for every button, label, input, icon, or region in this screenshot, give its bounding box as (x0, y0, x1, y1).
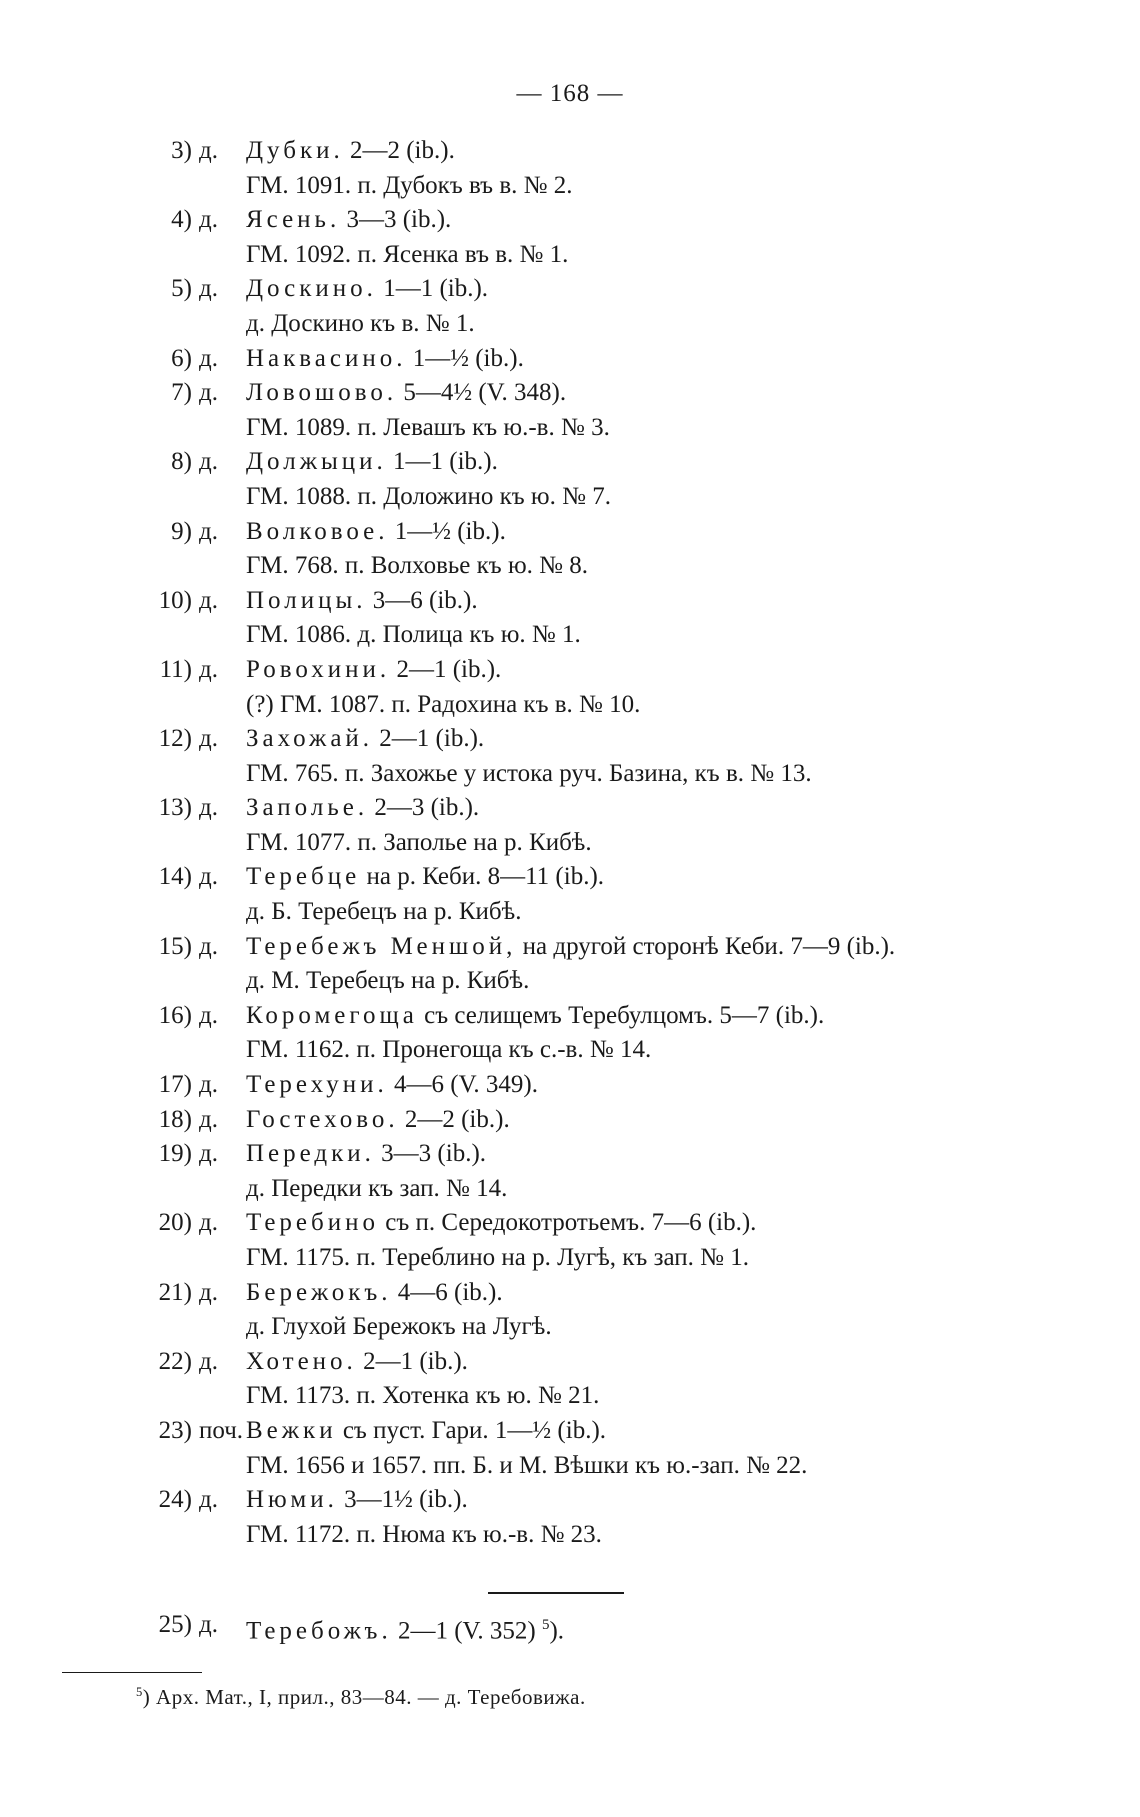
entry-name: Полицы. (246, 586, 367, 614)
entry-rest: 2—1 (ib.). (373, 725, 485, 753)
entry-line (0, 1345, 1140, 1380)
entry-line (0, 515, 1140, 550)
entry-line (0, 930, 1140, 965)
entry-rest: 1—1 (ib.). (376, 275, 489, 303)
entry-name: Вежки (246, 1416, 337, 1444)
entry-number: 22) (158, 1347, 192, 1375)
entry-number: 4) (171, 206, 192, 234)
entry-kind: поч. (199, 1416, 244, 1444)
entry-text (246, 1137, 486, 1172)
entry-line (0, 791, 1140, 826)
entry-kind: д. (199, 1209, 218, 1237)
entry-line (0, 1068, 1140, 1103)
entry-rest: 1—1 (ib.). (386, 448, 498, 476)
entry-number: 12) (158, 725, 192, 753)
entry-reference: ГМ. 1077. п. Заполье на р. Кибѣ. (246, 828, 592, 856)
entry-text (246, 722, 484, 757)
entry-name: Заполье. (246, 794, 369, 822)
entry-line (0, 134, 1140, 169)
entry-number: 3) (171, 137, 192, 164)
entry-name: Наквасино. (246, 344, 407, 372)
entry-reference: ГМ. 765. п. Захожье у истока руч. Базина, къ в. № 13. (246, 759, 812, 787)
entry-kind: д. (199, 725, 218, 753)
entry-kind: д. (199, 275, 218, 303)
entry-text (246, 1103, 510, 1138)
entry-subline (0, 757, 1140, 792)
entry-subline (0, 1241, 1140, 1276)
entry-kind: д. (199, 1140, 218, 1168)
entry-line (0, 860, 1140, 895)
entry-reference: д. Б. Теребецъ на р. Кибѣ. (246, 898, 522, 926)
footnote-ref: 5 (541, 1617, 550, 1633)
entry-line (0, 272, 1140, 307)
entry-rest: 4—6 (V. 349). (387, 1071, 538, 1099)
entry-reference: ГМ. 1088. п. Доложино къ ю. № 7. (246, 482, 611, 510)
entry-text (246, 376, 566, 411)
entry-number: 21) (158, 1278, 192, 1306)
entry-rest: 5—4½ (V. 348). (397, 379, 567, 407)
entry-line (0, 1276, 1140, 1311)
entry-subline (0, 238, 1140, 273)
entry-line (0, 999, 1140, 1034)
entry-rest: съ пуст. Гари. 1—½ (ib.). (336, 1416, 607, 1444)
entry-number: 6) (171, 344, 192, 372)
entry-number: 17) (158, 1071, 192, 1099)
entry-text (246, 445, 498, 480)
entry-rest: 3—3 (ib.). (340, 206, 452, 234)
entry-reference: д. Доскино къ в. № 1. (246, 309, 475, 337)
entry-rest: 2—3 (ib.). (368, 794, 480, 822)
entry-subline (0, 411, 1140, 446)
entry-line (0, 584, 1140, 619)
entry-text (246, 860, 604, 895)
entry-rest: 2—1 (ib.). (390, 655, 502, 683)
entry-subline (0, 1518, 1140, 1553)
entry-number: 24) (158, 1486, 192, 1514)
entry-number: 23) (158, 1416, 192, 1444)
entry-name: Хотено. (246, 1347, 357, 1375)
entry-subline (0, 1310, 1140, 1345)
entry-name: Дубки. (246, 137, 344, 164)
entry-line (0, 203, 1140, 238)
footnote (136, 1685, 586, 1710)
entry-subline (0, 307, 1140, 342)
entry-subline (0, 1449, 1140, 1484)
entry-number: 18) (158, 1105, 192, 1133)
entry-rest: 1—½ (ib.). (388, 517, 506, 545)
entry-name: Гостехово. (246, 1105, 399, 1133)
entry-text (246, 272, 488, 307)
entry-name: Доскино. (246, 275, 377, 303)
entry-kind: д. (199, 1105, 218, 1133)
entry-rest: съ селищемъ Теребулцомъ. 5—7 (ib.). (417, 1001, 825, 1029)
entry-kind: д. (199, 1486, 218, 1514)
entry-line (0, 342, 1140, 377)
entry-name: Теребожъ. (246, 1617, 392, 1645)
entry-reference: ГМ. 1091. п. Дубокъ въ в. № 2. (246, 171, 573, 199)
entry-number: 16) (158, 1001, 192, 1029)
entry-rest: 3—3 (ib.). (374, 1140, 487, 1168)
entry-kind: д. (199, 655, 218, 683)
entry-text (246, 930, 895, 965)
entry-name: Терехуни. (246, 1071, 388, 1099)
entry-text (246, 1206, 756, 1241)
entry-text (246, 515, 506, 550)
entry-kind: д. (199, 344, 218, 372)
entry-subline (0, 1033, 1140, 1068)
entry-number: 10) (158, 586, 192, 614)
entry-text (246, 203, 451, 238)
entry-rest: 2—2 (ib.). (398, 1105, 510, 1133)
entry-name: Ровохини. (246, 655, 391, 683)
entry-number: 25) (158, 1611, 192, 1638)
entry-kind: д. (199, 448, 218, 476)
entry-line (0, 722, 1140, 757)
entry-subline (0, 169, 1140, 204)
entry-rest: 2—1 (V. 352) (391, 1617, 536, 1645)
entry-reference: (?) ГМ. 1087. п. Радохина къ в. № 10. (246, 690, 641, 718)
entry-rest: съ п. Середокотротьемъ. 7—6 (ib.). (379, 1209, 757, 1237)
entry-kind: д. (199, 794, 218, 822)
entry-subline (0, 895, 1140, 930)
entry-name: Теребце (246, 863, 361, 891)
entry-reference: ГМ. 1175. п. Тереблино на р. Лугѣ, къ зап. № 1. (246, 1244, 749, 1271)
entry-name: Ясень. (246, 206, 341, 234)
entry-text (246, 1414, 606, 1449)
entry-rest: 4—6 (ib.). (391, 1278, 503, 1306)
entry-subline (0, 618, 1140, 653)
entry-kind: д. (199, 932, 218, 960)
entry-rest: 3—6 (ib.). (366, 586, 478, 614)
entry-kind: д. (199, 1278, 218, 1306)
entry-subline (0, 688, 1140, 723)
entry-text (246, 342, 524, 377)
entry-reference: д. М. Теребецъ на р. Кибѣ. (246, 967, 530, 995)
entry-kind: д. (199, 137, 218, 164)
entry-name: Захожай. (246, 725, 374, 753)
entry-name: Ловошово. (246, 379, 398, 407)
entry-subline (0, 964, 1140, 999)
entry-text (246, 584, 478, 619)
entry-name: Передки. (246, 1140, 375, 1168)
entry-subline (0, 480, 1140, 515)
entry-text (246, 1276, 503, 1311)
entry-line (0, 653, 1140, 688)
entry-number: 14) (158, 863, 192, 891)
entry-number: 7) (171, 379, 192, 407)
entry-kind: д. (199, 517, 218, 545)
entry-number: 13) (158, 794, 192, 822)
entry-number: 5) (171, 275, 192, 303)
entry-text (246, 999, 824, 1034)
entry-line (0, 1103, 1140, 1138)
entry-line (0, 376, 1140, 411)
footnote-rule (62, 1672, 202, 1673)
entry-rest: 2—2 (ib.). (343, 137, 455, 164)
entry-text (246, 653, 501, 688)
entry-reference: ГМ. 1089. п. Левашъ къ ю.-в. № 3. (246, 413, 610, 441)
entry-number: 9) (171, 517, 192, 545)
entry-number: 20) (158, 1209, 192, 1237)
entry-text (246, 791, 479, 826)
entry-line (0, 1137, 1140, 1172)
entry-text (246, 1345, 468, 1380)
entry-reference: ГМ. 768. п. Волховье къ ю. № 8. (246, 552, 589, 580)
entry-kind: д. (199, 586, 218, 614)
entry-rest: 1—½ (ib.). (406, 344, 524, 372)
entry-rest: 2—1 (ib.). (356, 1347, 468, 1375)
last-entry (0, 1608, 1140, 1643)
entry-name: Волковое. (246, 517, 389, 545)
entry-list (0, 134, 1140, 1552)
entry-reference: д. Глухой Бережокъ на Лугѣ. (246, 1313, 552, 1341)
entry-subline (0, 1379, 1140, 1414)
footnote-number: 5 (136, 1685, 143, 1699)
entry-number: 11) (159, 655, 192, 683)
entry-rest: на другой сторонѣ Кеби. 7—9 (ib.). (516, 932, 896, 960)
entry-number: 15) (158, 932, 192, 960)
entry-text (246, 134, 455, 169)
entry-kind: д. (199, 1071, 218, 1099)
entry-text (246, 1608, 564, 1649)
entry-subline (0, 1172, 1140, 1207)
page-number: — 168 — (516, 80, 624, 107)
entry-reference: ГМ. 1092. п. Ясенка въ в. № 1. (246, 240, 569, 268)
entry-reference: ГМ. 1656 и 1657. пп. Б. и М. Вѣшки къ ю.-зап. № 22. (246, 1451, 808, 1479)
entry-line (0, 445, 1140, 480)
entry-number: 19) (158, 1140, 192, 1168)
entry-reference: ГМ. 1172. п. Нюма къ ю.-в. № 23. (246, 1520, 602, 1548)
entry-close: ). (549, 1617, 565, 1645)
entry-name: Теребежъ Меншой, (246, 932, 517, 960)
entry-name: Бережокъ. (246, 1278, 392, 1306)
entry-reference: д. Передки къ зап. № 14. (246, 1174, 508, 1202)
entry-reference: ГМ. 1086. д. Полица къ ю. № 1. (246, 621, 581, 649)
entry-text (246, 1068, 538, 1103)
entry-name: Теребино (246, 1209, 379, 1237)
entry-line (0, 1483, 1140, 1518)
section-divider (488, 1592, 624, 1594)
entry-kind: д. (199, 1001, 218, 1029)
entry-text (246, 1483, 468, 1518)
entry-name: Коромегоща (246, 1001, 418, 1029)
entry-name: Нюми. (246, 1486, 338, 1514)
entry-kind: д. (199, 206, 218, 234)
entry-kind: д. (199, 863, 218, 891)
footnote-text: ) Арх. Мат., I, прил., 83—84. — д. Теребовижа. (142, 1685, 586, 1709)
entry-rest: 3—1½ (ib.). (337, 1486, 468, 1514)
entry-line (0, 1206, 1140, 1241)
entry-kind: д. (199, 1347, 218, 1375)
entry-rest: на р. Кеби. 8—11 (ib.). (360, 863, 605, 891)
entry-kind: д. (199, 1611, 218, 1638)
entry-line (0, 1414, 1140, 1449)
entry-subline (0, 549, 1140, 584)
entry-subline (0, 826, 1140, 861)
entry-name: Должыци. (246, 448, 387, 476)
entry-reference: ГМ. 1162. п. Пронегоща къ с.-в. № 14. (246, 1036, 652, 1064)
entry-reference: ГМ. 1173. п. Хотенка къ ю. № 21. (246, 1382, 600, 1410)
entry-number: 8) (171, 448, 192, 476)
entry-kind: д. (199, 379, 218, 407)
